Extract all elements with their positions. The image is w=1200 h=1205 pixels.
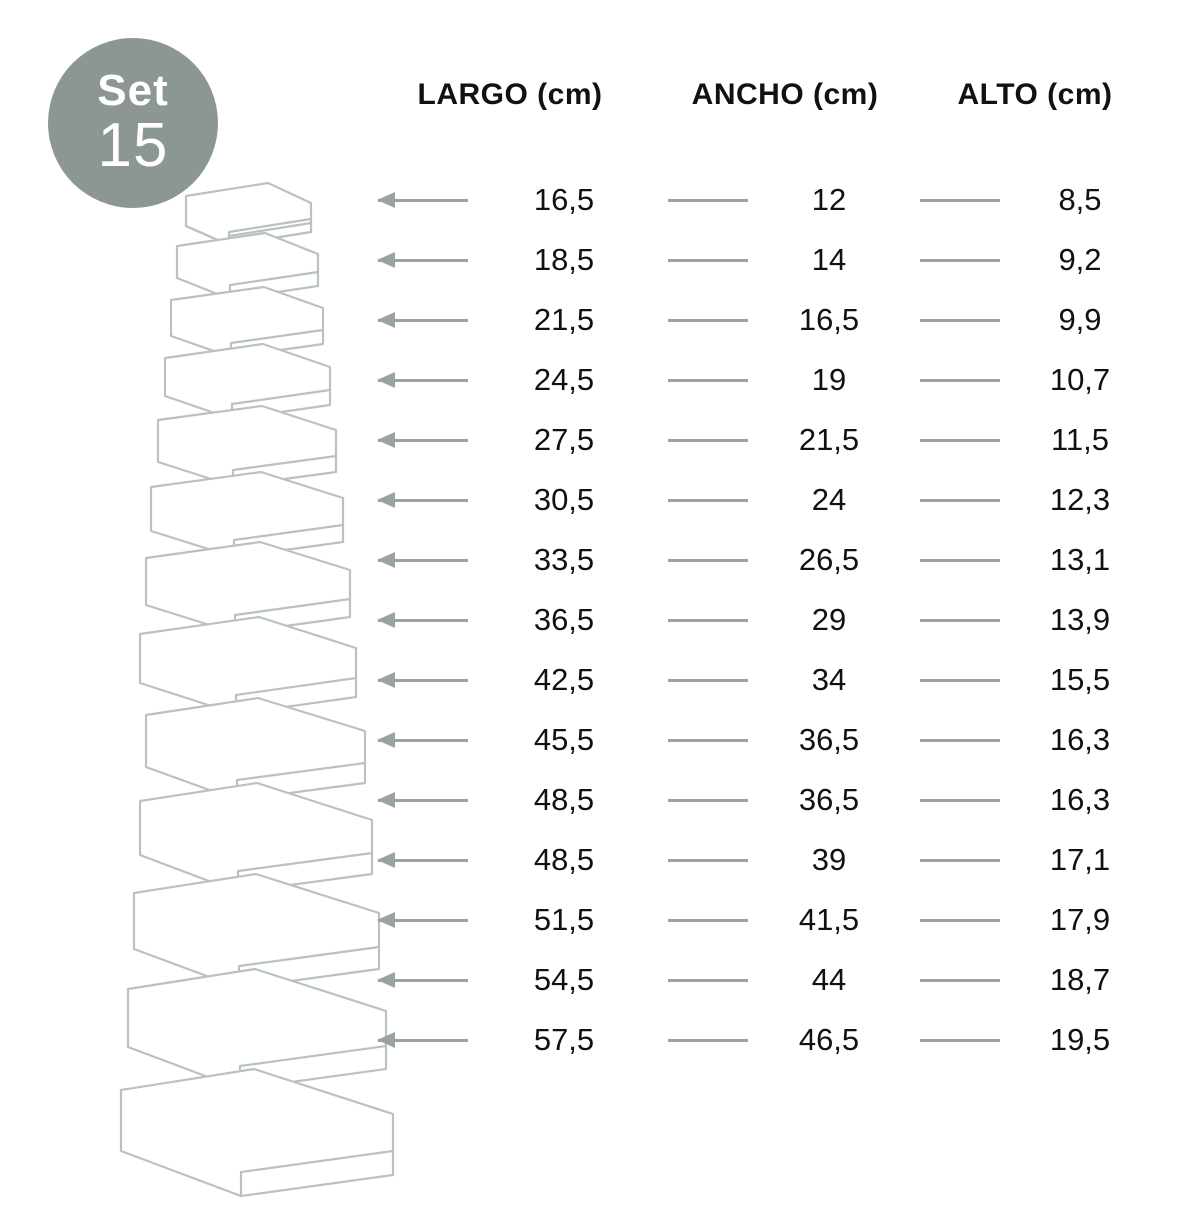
table-row bbox=[360, 410, 1200, 470]
leader-line-icon bbox=[668, 919, 748, 922]
leader-arrow-icon bbox=[378, 499, 468, 502]
cell-largo bbox=[360, 830, 660, 890]
value-largo: 33,5 bbox=[533, 542, 595, 577]
cell-largo bbox=[360, 950, 660, 1010]
cell-alto bbox=[910, 830, 1160, 890]
leader-line-icon bbox=[668, 679, 748, 682]
cell-largo bbox=[360, 890, 660, 950]
cell-largo bbox=[360, 410, 660, 470]
cell-ancho bbox=[660, 470, 910, 530]
table-row bbox=[360, 710, 1200, 770]
value-largo: 48,5 bbox=[533, 842, 595, 877]
cell-ancho bbox=[660, 170, 910, 230]
value-largo: 36,5 bbox=[533, 602, 595, 637]
cell-ancho bbox=[660, 230, 910, 290]
value-ancho: 29 bbox=[811, 602, 847, 637]
leader-line-icon bbox=[668, 799, 748, 802]
cell-ancho bbox=[660, 890, 910, 950]
leader-line-icon bbox=[920, 739, 1000, 742]
cell-alto bbox=[910, 710, 1160, 770]
leader-line-icon bbox=[920, 379, 1000, 382]
value-largo: 42,5 bbox=[533, 662, 595, 697]
leader-arrow-icon bbox=[378, 799, 468, 802]
cell-alto bbox=[910, 170, 1160, 230]
table-row bbox=[360, 830, 1200, 890]
cell-largo bbox=[360, 770, 660, 830]
leader-line-icon bbox=[668, 1039, 748, 1042]
value-alto: 11,5 bbox=[1050, 422, 1110, 457]
cell-ancho bbox=[660, 410, 910, 470]
leader-arrow-icon bbox=[378, 259, 468, 262]
value-largo: 24,5 bbox=[533, 362, 595, 397]
leader-line-icon bbox=[920, 319, 1000, 322]
table-row bbox=[360, 230, 1200, 290]
value-ancho: 26,5 bbox=[798, 542, 860, 577]
cell-largo bbox=[360, 230, 660, 290]
table-row bbox=[360, 290, 1200, 350]
value-largo: 21,5 bbox=[533, 302, 595, 337]
leader-line-icon bbox=[920, 439, 1000, 442]
value-alto: 8,5 bbox=[1058, 182, 1102, 217]
cell-alto bbox=[910, 770, 1160, 830]
value-alto: 15,5 bbox=[1049, 662, 1111, 697]
leader-line-icon bbox=[668, 739, 748, 742]
leader-arrow-icon bbox=[378, 379, 468, 382]
table-row bbox=[360, 170, 1200, 230]
leader-arrow-icon bbox=[378, 979, 468, 982]
cell-ancho bbox=[660, 530, 910, 590]
value-alto: 17,9 bbox=[1049, 902, 1111, 937]
table-header-row bbox=[360, 78, 1200, 112]
column-header-largo: LARGO (cm) bbox=[417, 78, 603, 111]
set-badge-label: Set bbox=[97, 66, 169, 115]
value-ancho: 34 bbox=[811, 662, 847, 697]
cell-ancho bbox=[660, 650, 910, 710]
value-alto: 10,7 bbox=[1049, 362, 1111, 397]
leader-arrow-icon bbox=[378, 319, 468, 322]
leader-line-icon bbox=[668, 499, 748, 502]
table-row bbox=[360, 890, 1200, 950]
cell-alto bbox=[910, 650, 1160, 710]
value-alto: 12,3 bbox=[1049, 482, 1111, 517]
value-alto: 16,3 bbox=[1049, 782, 1111, 817]
value-alto: 9,2 bbox=[1058, 242, 1102, 277]
value-ancho: 36,5 bbox=[798, 722, 860, 757]
value-largo: 57,5 bbox=[533, 1022, 595, 1057]
cell-largo bbox=[360, 650, 660, 710]
leader-line-icon bbox=[920, 559, 1000, 562]
value-largo: 27,5 bbox=[533, 422, 595, 457]
column-header-alto: ALTO (cm) bbox=[957, 78, 1113, 111]
value-alto: 19,5 bbox=[1049, 1022, 1111, 1057]
leader-arrow-icon bbox=[378, 199, 468, 202]
leader-line-icon bbox=[668, 859, 748, 862]
value-alto: 18,7 bbox=[1049, 962, 1111, 997]
cell-largo bbox=[360, 470, 660, 530]
leader-line-icon bbox=[668, 979, 748, 982]
leader-arrow-icon bbox=[378, 559, 468, 562]
table-row bbox=[360, 950, 1200, 1010]
value-ancho: 41,5 bbox=[798, 902, 860, 937]
leader-arrow-icon bbox=[378, 679, 468, 682]
leader-line-icon bbox=[668, 379, 748, 382]
value-ancho: 12 bbox=[811, 182, 847, 217]
value-ancho: 46,5 bbox=[798, 1022, 860, 1057]
cell-largo bbox=[360, 170, 660, 230]
leader-arrow-icon bbox=[378, 859, 468, 862]
value-ancho: 16,5 bbox=[798, 302, 860, 337]
leader-line-icon bbox=[920, 979, 1000, 982]
cell-alto bbox=[910, 410, 1160, 470]
leader-line-icon bbox=[668, 259, 748, 262]
cell-alto bbox=[910, 230, 1160, 290]
leader-line-icon bbox=[668, 319, 748, 322]
table-row bbox=[360, 650, 1200, 710]
cell-largo bbox=[360, 590, 660, 650]
leader-line-icon bbox=[920, 679, 1000, 682]
leader-line-icon bbox=[920, 199, 1000, 202]
value-largo: 45,5 bbox=[533, 722, 595, 757]
value-largo: 30,5 bbox=[533, 482, 595, 517]
table-row bbox=[360, 770, 1200, 830]
table-row bbox=[360, 1010, 1200, 1070]
dimensions-table bbox=[360, 0, 1200, 1200]
cell-ancho bbox=[660, 950, 910, 1010]
value-ancho: 36,5 bbox=[798, 782, 860, 817]
leader-line-icon bbox=[668, 439, 748, 442]
cell-ancho bbox=[660, 830, 910, 890]
cell-alto bbox=[910, 890, 1160, 950]
column-header-ancho: ANCHO (cm) bbox=[691, 78, 879, 111]
cell-alto bbox=[910, 470, 1160, 530]
value-largo: 16,5 bbox=[533, 182, 595, 217]
value-alto: 13,9 bbox=[1049, 602, 1111, 637]
box-lid-13 bbox=[121, 1069, 393, 1196]
value-alto: 13,1 bbox=[1049, 542, 1111, 577]
leader-line-icon bbox=[920, 859, 1000, 862]
value-largo: 18,5 bbox=[533, 242, 595, 277]
table-row bbox=[360, 470, 1200, 530]
cell-alto bbox=[910, 1010, 1160, 1070]
leader-line-icon bbox=[920, 499, 1000, 502]
leader-line-icon bbox=[668, 199, 748, 202]
leader-line-icon bbox=[668, 559, 748, 562]
cell-alto bbox=[910, 350, 1160, 410]
value-ancho: 14 bbox=[811, 242, 847, 277]
leader-line-icon bbox=[668, 619, 748, 622]
cell-largo bbox=[360, 530, 660, 590]
leader-arrow-icon bbox=[378, 739, 468, 742]
leader-arrow-icon bbox=[378, 439, 468, 442]
value-ancho: 21,5 bbox=[798, 422, 860, 457]
leader-line-icon bbox=[920, 799, 1000, 802]
cell-ancho bbox=[660, 770, 910, 830]
cell-alto bbox=[910, 950, 1160, 1010]
table-body bbox=[360, 170, 1200, 1070]
cell-largo bbox=[360, 290, 660, 350]
cell-alto bbox=[910, 530, 1160, 590]
cell-ancho bbox=[660, 710, 910, 770]
value-alto: 17,1 bbox=[1049, 842, 1111, 877]
cell-ancho bbox=[660, 590, 910, 650]
value-largo: 51,5 bbox=[533, 902, 595, 937]
stacked-boxes-illustration bbox=[0, 0, 400, 1200]
leader-line-icon bbox=[920, 1039, 1000, 1042]
leader-arrow-icon bbox=[378, 619, 468, 622]
leader-line-icon bbox=[920, 919, 1000, 922]
table-row bbox=[360, 590, 1200, 650]
value-ancho: 24 bbox=[811, 482, 847, 517]
value-ancho: 39 bbox=[811, 842, 847, 877]
value-largo: 48,5 bbox=[533, 782, 595, 817]
leader-arrow-icon bbox=[378, 1039, 468, 1042]
cell-ancho bbox=[660, 1010, 910, 1070]
cell-ancho bbox=[660, 350, 910, 410]
cell-alto bbox=[910, 590, 1160, 650]
table-row bbox=[360, 530, 1200, 590]
leader-line-icon bbox=[920, 259, 1000, 262]
leader-arrow-icon bbox=[378, 919, 468, 922]
leader-line-icon bbox=[920, 619, 1000, 622]
value-alto: 16,3 bbox=[1049, 722, 1111, 757]
cell-largo bbox=[360, 710, 660, 770]
value-ancho: 44 bbox=[811, 962, 847, 997]
boxes-svg bbox=[0, 0, 400, 1200]
cell-largo bbox=[360, 1010, 660, 1070]
cell-alto bbox=[910, 290, 1160, 350]
set-badge-number: 15 bbox=[97, 111, 169, 180]
value-alto: 9,9 bbox=[1058, 302, 1102, 337]
cell-ancho bbox=[660, 290, 910, 350]
cell-largo bbox=[360, 350, 660, 410]
value-largo: 54,5 bbox=[533, 962, 595, 997]
value-ancho: 19 bbox=[811, 362, 847, 397]
table-row bbox=[360, 350, 1200, 410]
